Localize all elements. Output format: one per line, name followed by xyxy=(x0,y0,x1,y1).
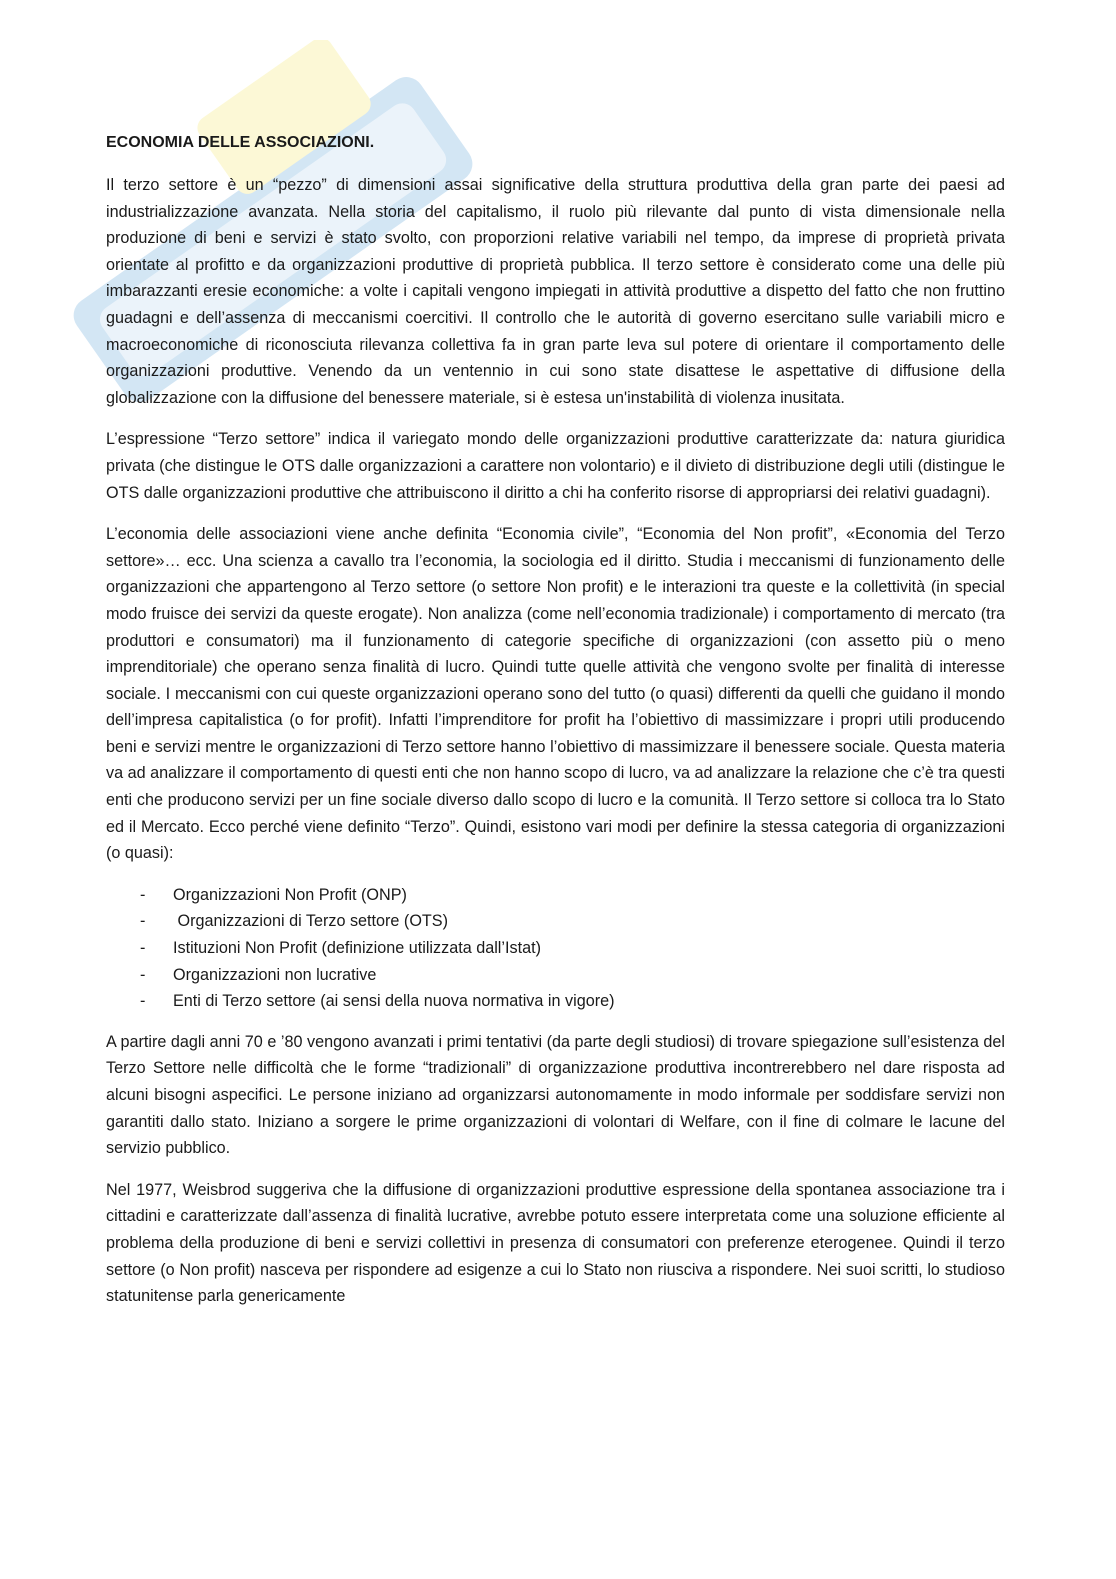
list-item: - Organizzazioni di Terzo settore (OTS) xyxy=(106,908,1005,935)
list-item: - Organizzazioni non lucrative xyxy=(106,962,1005,989)
paragraph-2: L’espressione “Terzo settore” indica il variegato mondo delle organizzazioni produttive caratterizzate da: natura giuridica privata (che distingue le OTS dalle organizzazioni a carattere non volontario) e il divieto di distribuzione degli utili (distingue le OTS dalle organizzazioni produttive che attribuiscono il diritto a chi ha conferito risorse di appropriarsi dei relativi guadagni). xyxy=(106,430,1005,502)
paragraph-5: Nel 1977, Weisbrod suggeriva che la diffusione di organizzazioni produttive espressione della spontanea associazione tra i cittadini e caratterizzate dall’assenza di finalità lucrative, avrebbe potuto essere interpretata come una soluzione efficiente al problema della produzione di beni e servizi collettivi in presenza di consumatori con preferenze eterogenee. Quindi il terzo settore (o Non profit) nasceva per rispondere ad esigenze a cui lo Stato non riusciva a rispondere. Nei suoi scritti, lo studioso statunitense parla genericamente xyxy=(106,1180,1005,1306)
paragraph-3: L’economia delle associazioni viene anche definita “Economia civile”, “Economia del Non profit”, «Economia del Terzo settore»… ecc. Una scienza a cavallo tra l’economia, la sociologia ed il diritto. Studia i meccanismi di funzionamento delle organizzazioni che appartengono al Terzo settore (o settore Non profit) e le interazioni tra queste e la collettività (in special modo fruisce dei servizi da queste erogate). Non analizza (come nell’economia tradizionale) i comportamento di mercato (tra produttori e consumatori) ma il funzionamento di categorie specifiche di organizzazioni (con assetto più o meno imprenditoriale) che operano senza finalità di lucro. Quindi tutte quelle attività che vengono svolte per finalità di interesse sociale. I meccanismi con cui queste organizzazioni operano sono del tutto (o quasi) differenti da quelli che guidano il mondo dell’impresa capitalistica (o for profit). Infatti l’imprenditore for profit ha l’obiettivo di massimizzare i propri utili producendo beni e servizi mentre le organizzazioni di Terzo settore hanno l’obiettivo di massimizzare il benessere sociale. Questa materia va ad analizzare il comportamento di questi enti che non hanno scopo di lucro, va ad analizzare la relazione che c’è tra questi enti che producono servizi per un fine sociale diverso dallo scopo di lucro e la comunità. Il Terzo settore si colloca tra lo Stato ed il Mercato. Ecco perché viene definito “Terzo”. Quindi, esistono vari modi per definire la stessa categoria di organizzazioni (o quasi): xyxy=(106,525,1005,863)
list-item: - Istituzioni Non Profit (definizione utilizzata dall’Istat) xyxy=(106,935,1005,962)
document-page xyxy=(106,130,1005,1325)
list-item: - Enti di Terzo settore (ai sensi della nuova normativa in vigore) xyxy=(106,988,1005,1015)
paragraph-1: Il terzo settore è un “pezzo” di dimensioni assai significative della struttura produttiva della gran parte dei paesi ad industrializzazione avanzata. Nella storia del capitalismo, il ruolo più rilevante dal punto di vista dimensionale nella produzione di beni e servizi è stato svolto, con proporzioni relative variabili nel tempo, da imprese di proprietà privata orientate al profitto e da organizzazioni produttive di proprietà pubblica. Il terzo settore è considerato come una delle più imbarazzanti eresie economiche: a volte i capitali vengono impiegati in attività produttive a dispetto del fatto che non fruttino guadagni e dell’assenza di meccanismi coercitivi. Il controllo che le autorità di governo esercitano sulle variabili micro e macroeconomiche di riconosciuta rilevanza collettiva fa in gran parte leva sul potere di orientare il comportamento delle organizzazioni produttive. Venendo da un ventennio in cui sono state disattese le aspettative di diffusione della globalizzazione con la diffusione del benessere materiale, si è estesa un'instabilità di violenza inusitata. xyxy=(106,176,1005,407)
document-title: ECONOMIA DELLE ASSOCIAZIONI. xyxy=(106,134,375,151)
list-item: - Organizzazioni Non Profit (ONP) xyxy=(106,882,1005,909)
paragraph-4: A partire dagli anni 70 e ’80 vengono avanzati i primi tentativi (da parte degli studiosi) di trovare spiegazione sull’esistenza del Terzo Settore nelle difficoltà che le forme “tradizionali” di organizzazione produttiva incontrerebbero nel dare risposta ad alcuni bisogni aspecifici. Le persone iniziano ad organizzarsi autonomamente in modo informale per soddisfare servizi non garantiti dallo stato. Iniziano a sorgere le prime organizzazioni di volontari di Welfare, con il fine di colmare le lacune del servizio pubblico. xyxy=(106,1032,1005,1158)
definitions-list xyxy=(106,882,1005,1015)
